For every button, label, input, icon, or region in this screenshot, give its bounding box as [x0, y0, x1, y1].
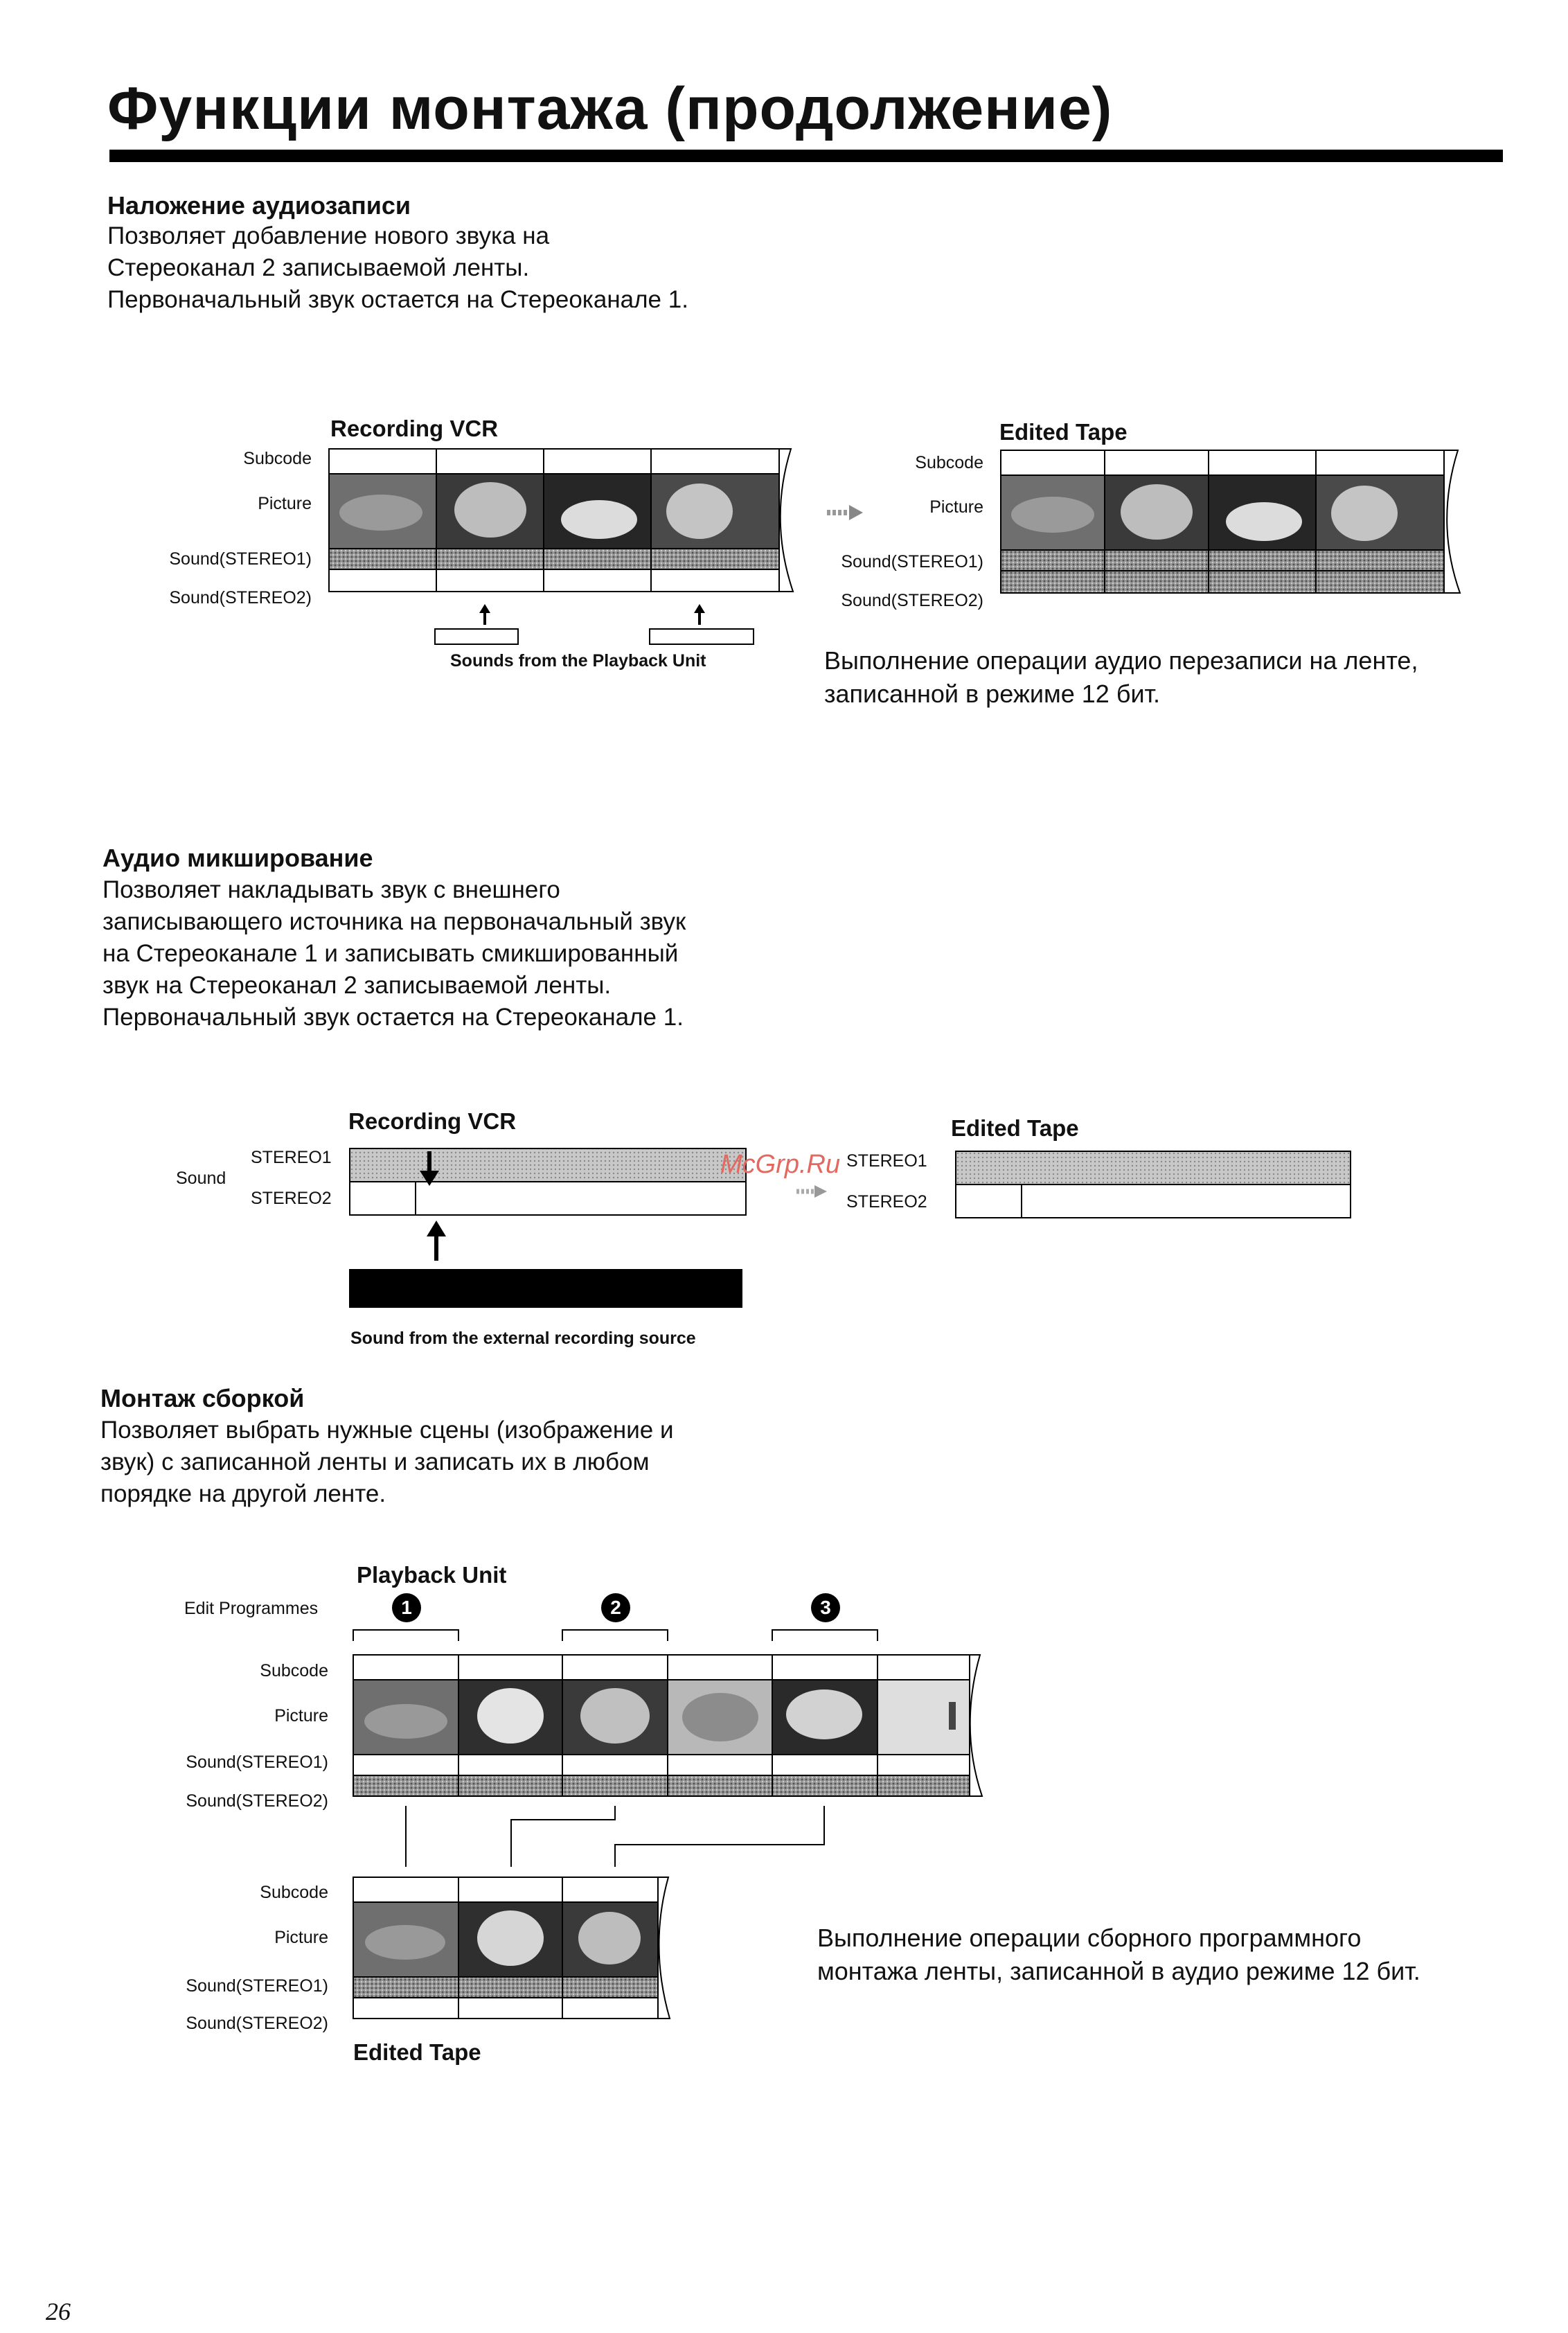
s3-playback-tape-diagram	[339, 1624, 983, 1867]
section2-line: на Стереоканале 1 и записывать смикшированный	[103, 940, 679, 967]
s3-edited-row-label: Subcode	[260, 1883, 328, 1902]
section2-line: Первоначальный звук остается на Стереоканале 1.	[103, 1004, 684, 1031]
edit-marker-1-icon: 1	[392, 1593, 421, 1622]
s3-edited-row-label: Sound(STEREO1)	[186, 1976, 328, 1996]
s1-left-row-label: Sound(STEREO2)	[169, 588, 312, 607]
watermark: McGrp.Ru	[720, 1150, 841, 1179]
s1-right-row-label: Sound(STEREO2)	[841, 591, 983, 610]
section1-line: Первоначальный звук остается на Стереоканале 1.	[107, 286, 688, 313]
s2-transfer-arrow-icon	[795, 1183, 830, 1200]
s1-left-row-label: Sound(STEREO1)	[169, 549, 312, 569]
section2-line: записывающего источника на первоначальный звук	[103, 908, 686, 935]
s3-playback-row-label: Picture	[274, 1706, 328, 1726]
s3-playback-unit-title: Playback Unit	[357, 1562, 507, 1588]
s3-edited-row-label: Sound(STEREO2)	[186, 2014, 328, 2033]
s3-playback-row-label: Sound(STEREO1)	[186, 1753, 328, 1772]
section2-heading: Аудио микширование	[103, 844, 373, 872]
s2-external-source-label: Sound from the external recording source	[350, 1329, 696, 1348]
s1-sounds-from-playback-label: Sounds from the Playback Unit	[450, 651, 706, 671]
section2-text	[103, 874, 686, 1034]
s2-left-stereo2-label: STEREO2	[251, 1189, 332, 1208]
s1-caption-line: Выполнение операции аудио перезаписи на ленте,	[824, 646, 1418, 675]
page-number: 26	[46, 2298, 71, 2325]
section2-line: Позволяет накладывать звук с внешнего	[103, 876, 560, 903]
s1-recording-tape-diagram	[326, 443, 817, 665]
s3-edited-row-label: Picture	[274, 1928, 328, 1947]
s1-recording-vcr-title: Recording VCR	[330, 416, 499, 441]
section1-line: Позволяет добавление нового звука на	[107, 222, 550, 249]
section1-text	[107, 220, 688, 316]
edit-marker-2-icon: 2	[601, 1593, 630, 1622]
s2-edited-diagram	[952, 1148, 1354, 1227]
edit-marker-3-icon: 3	[811, 1593, 840, 1622]
s1-edited-tape-title: Edited Tape	[999, 419, 1128, 445]
s1-left-row-label: Subcode	[243, 449, 312, 468]
section3-line: порядке на другой ленте.	[100, 1480, 386, 1507]
section1-heading: Наложение аудиозаписи	[107, 191, 411, 220]
s2-recording-diagram	[346, 1143, 755, 1309]
s3-playback-row-label: Subcode	[260, 1661, 328, 1680]
s3-caption-line: монтажа ленты, записанной в аудио режиме 12 бит.	[817, 1957, 1420, 1985]
s1-right-row-label: Sound(STEREO1)	[841, 552, 983, 571]
section3-heading: Монтаж сборкой	[100, 1384, 305, 1412]
s1-right-row-label: Subcode	[915, 453, 983, 472]
section1-line: Стереоканал 2 записываемой ленты.	[107, 254, 530, 281]
s3-playback-row-label: Sound(STEREO2)	[186, 1791, 328, 1811]
s2-sound-label: Sound	[176, 1169, 226, 1188]
section2-line: звук на Стереоканал 2 записываемой ленты.	[103, 972, 612, 999]
s1-caption	[824, 644, 1418, 711]
section3-text	[100, 1414, 674, 1510]
title-rule	[109, 150, 1503, 162]
s2-right-stereo2-label: STEREO2	[846, 1192, 927, 1212]
section3-line: Позволяет выбрать нужные сцены (изображение и	[100, 1417, 674, 1444]
section3-line: звук) с записанной ленты и записать их в любом	[100, 1448, 650, 1475]
s1-left-row-label: Picture	[258, 494, 312, 513]
s1-edited-tape-diagram	[997, 447, 1468, 606]
s2-recording-vcr-title: Recording VCR	[348, 1108, 517, 1134]
s3-caption-line: Выполнение операции сборного программного	[817, 1924, 1362, 1952]
s2-left-stereo1-label: STEREO1	[251, 1148, 332, 1167]
s2-right-stereo1-label: STEREO1	[846, 1151, 927, 1171]
s1-right-row-label: Picture	[929, 497, 983, 517]
s3-edited-tape-diagram	[350, 1870, 675, 2037]
s1-caption-line: записанной в режиме 12 бит.	[824, 680, 1161, 708]
s3-edit-programmes-label: Edit Programmes	[184, 1599, 319, 1618]
s3-edited-tape-title: Edited Tape	[353, 2039, 481, 2065]
page-title: Функции монтажа (продолжение)	[107, 76, 1113, 142]
s3-caption	[817, 1922, 1420, 1988]
s2-edited-tape-title: Edited Tape	[951, 1115, 1079, 1141]
